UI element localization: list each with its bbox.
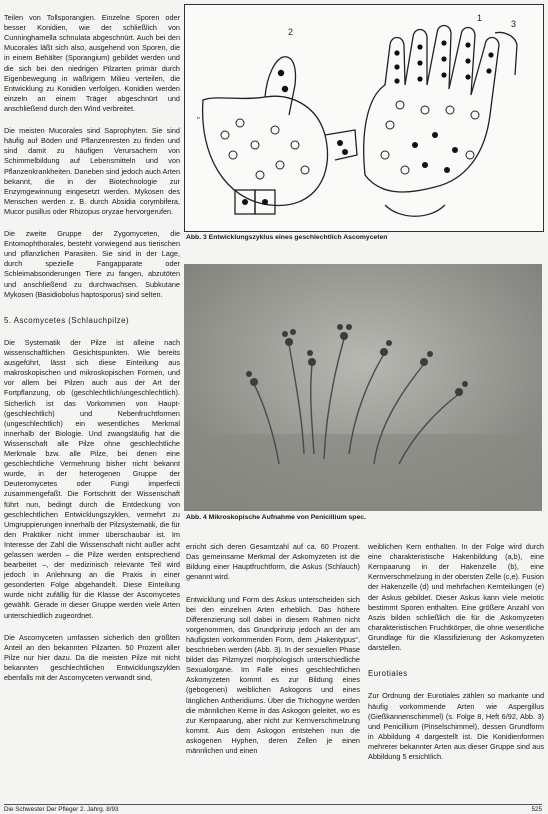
figure-label: 3 [511,19,517,29]
middle-column [186,532,360,800]
paragraph: weiblichen Kern enthalten. In der Folge wird durch eine charakteristische Hakenbildung (a,b), eine Kernpaarung in der Hakenzelle (b), eine Kernverschmelzung in der obersten Zelle (c,e). Fusion der Hakenzelle (d) und mehrfachen Kernteilungen (e) der Askus gebildet. Dieser Askus kann viele meiotic bestimmt Sporen enthalten. Eine größere Anzahl von Aszis bilden schließlich die für die Askomyzeten charakteristischen Fruchtkörper, die ohne wesentliche Grundlage für die Klassifizierung der Askomyzeten darstellen. [368,542,544,653]
figure-3-diagram [184,4,544,232]
journal-name: Die Schwester Der Pfleger 2. Jahrg. 8/93 [4,806,119,813]
left-column [4,3,180,800]
paragraph: erricht sich deren Gesamtzahl auf ca. 60 Prozent. Das gemeinsame Merkmal der Askomyzeten ist die Bildung einer Hauptfruchtform, die Askus (Schlauch) genannt wird. [186,542,360,582]
figure-3-caption: Abb. 3 Entwicklungszyklus eines geschlechtlich Ascomyceten [186,234,388,241]
page-number: 525 [531,806,542,813]
paragraph: Teilen von Tollsporangien. Einzelne Sporen oder besser Konidien, wie der schließlich von Cunninghamella schnulata abgeschnürt. Auch bei den Mucorales läßt sich also, ausgehend von Sporen, die in einem Behälter (Sporangium) gebildet werden und die sich bei den niedrigen Pilzarten primär durch Eigenbewegung in wäßrigem Milieu verteilen, die Entwicklung zu Konidien verfolgen. Konidien werden einzeln an einem Träger abgeschnürt und anschließend durch den Wind verbreitet. [4,13,180,113]
figure-4-micrograph [184,264,542,511]
paragraph: Die meisten Mucorales sind Saprophyten. Sie sind häufig auf Böden und Pflanzenresten zu finden und sind damit zu häufigen Verursachern von Schimmelbildung auf Lebensmitteln und von Pflanzenkrankheiten. Daneben sind jedoch auch Arten bekannt, die in der Biotechnologie zur Enzymgewinnung eingesetzt werden. Mykosen des Menschen werden z. B. durch Absidia corymbifera, Mucor pusillus oder Rhizopus oryzae hervorgerufen. [4,126,180,216]
paragraph: Die Systematik der Pilze ist alleine nach wissenschaftlichen Gesichtspunkten. Wie bereits ausgeführt, lässt sich diese Einteilung aus makroskopischen und mikroskopischen Formen, und vor allem bei Pilzen auch aus der Art der Fortpflanzung, ob (geschlechtlich/ungeschlechtlich). Sicherlich ist das Vorkommen von Haupt- (geschlechtlich) und Nebenfruchtformen (ungeschlechtlich) ein wesentliches Merkmal innerhalb der Biologie. Und zwangsläufig hat die Wissenschaft alle Pilze ohne geschlechtliche Merkmale bzw. alle Pilze, bei denen eine geschlechtliche Vermehrung bisher nicht bekannt wurde, in der heterogenen Gruppe der Deuteromycetes oder Fungi imperfecti zusammengefaßt. Die Fortschritt der Wissenschaft führt nun, bedingt durch die Entdeckung von geschlechtlichen Entwicklungszyklen, vermehrt zu Umgruppierungen innerhalb der Pilzsystematik, die für den Praktiker nicht immer überschaubar ist. Im Interesse der Zahl die Wissenschaft nicht außer acht gelassen werden – die Pilze werden entsprechend bearbeitet –, der medizinisch relevante Teil wird jedoch in Anlehnung an die Praxis in einer gesonderten Folge abgehandelt. Diese Einteilung wurde nicht zufällig für die Klasse der Ascomycetes gewählt. Gerade in dieser Gruppe werden viele Arten unterschiedlich zugeordnet. [4,338,180,620]
figure-label: 2 [288,27,294,37]
paragraph: Zur Ordnung der Eurotiales zählen so markante und häufig vorkommende Arten wie Aspergillus (Gießkannenschimmel) (s. Folge 8, Heft 6/92, Abb. 3) und Penicillium (Pinselschimmel), dessen Grundform in Abbildung 4 dargestellt ist. Die Konidienformen mehrerer bekannter Arten aus dieser Gruppe sind aus Abbildung 5 ersichtlich. [368,691,544,761]
svg-text:": " [197,116,200,125]
figure-4-caption: Abb. 4 Mikroskopische Aufnahme von Penicillium spec. [186,514,366,521]
paragraph: Die Ascomyceten umfassen sicherlich den größten Anteil an den bekannten Pilzarten. 50 Prozent aller Pilze nur hier dazu. Da die meisten Pilze mit nicht bekannten geschlechtlichen Entwicklungszyklen ebenfalls mit der Ascomyceten verwandt sind, [4,632,180,683]
paragraph: Die zweite Gruppe der Zygomyceten, die Entomophthorales, besteht vorwiegend aus tierischen und pflanzlichen Parasiten. Sie sind in der Lage, durch spezielle Fangapparate oder Schleimabsonderungen Tiere zu fangen, abzutöten und anschließend zu durchwachsen. Subkutane Mykosen (Basidiobolus haptosporus) sind selten. [4,229,180,299]
ascomycete-life-cycle-drawing [185,5,543,231]
figure-label: 1 [477,13,483,23]
right-column [368,532,544,800]
page-footer [4,804,542,814]
paragraph: Entwicklung und Form des Askus unterscheiden sich bei den einzelnen Arten erheblich. Das höhere Differenzierung soll dabei in diesem Rahmen nicht vorgenommen, das Grundprinzip jedoch an der am häufigsten vorkommenden Form, dem „Hakentypus“, beschrieben werden (Abb. 3). In der sexuellen Phase bildet das Pilzmyzel morphologisch unterschiedliche Sexualorgane. Im Falle eines geschlechtlichen Askomyzeten kommt es zur Bildung eines (gebogenen) weiblichen Askogons und eines länglichen Antheridiums. Über die Trichogyne werden die männlichen Kerne in das Askogon geleitet, wo es zur Kernpaarung, aber nicht zur Kernverschmelzung kommt. Aus dem Askogon entstehen nun die askogenen Hyphen, deren Zellen je einen männlichen und einen [186,594,360,755]
section-heading: Eurotiales [368,669,408,679]
section-heading: 5. Ascomycetes (Schlauchpilze) [4,315,130,325]
penicillium-micrograph [184,264,542,511]
